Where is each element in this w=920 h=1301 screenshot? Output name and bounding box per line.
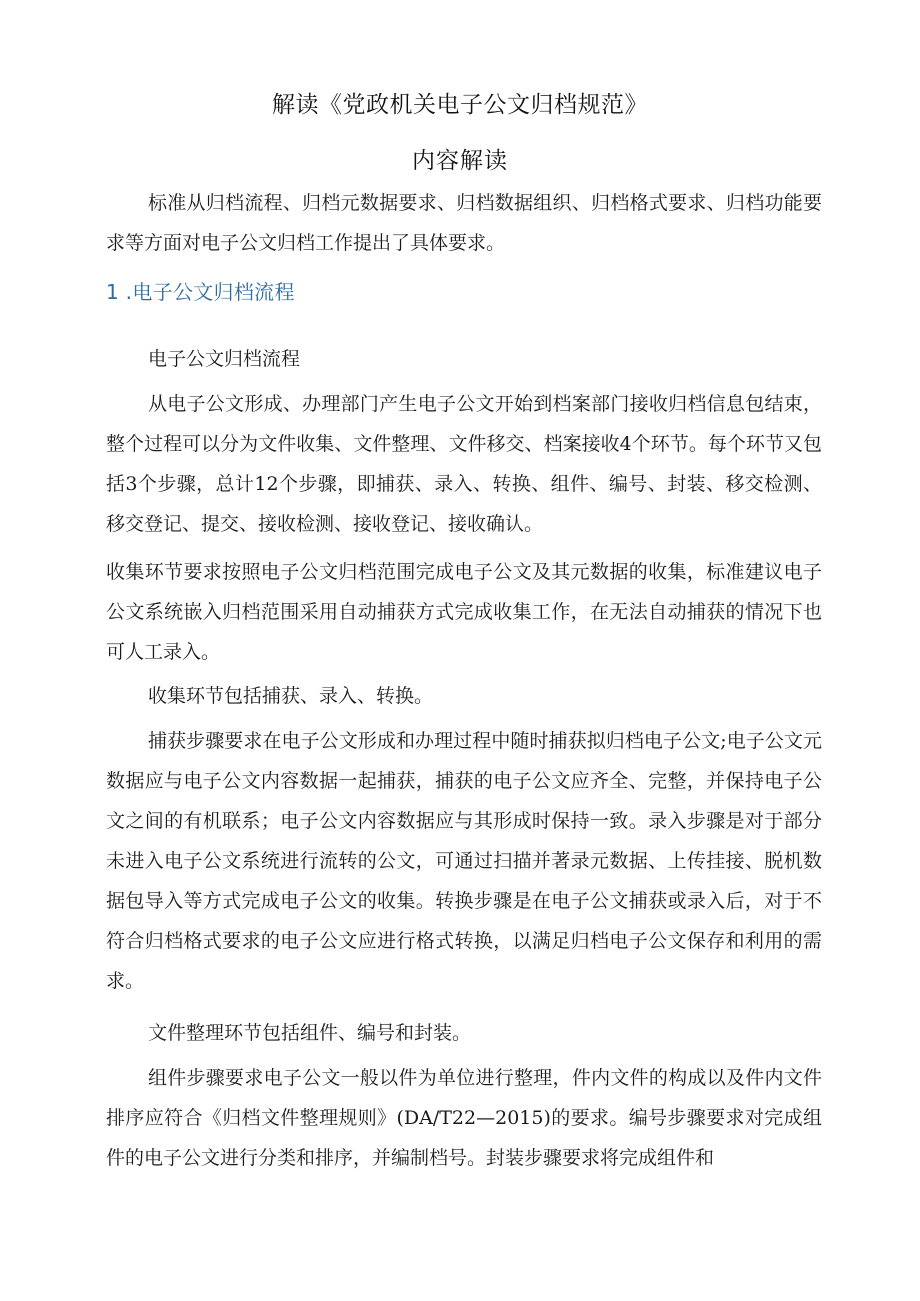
intro-paragraph: 标准从归档流程、归档元数据要求、归档数据组织、归档格式要求、归档功能要求等方面对电子公文归档工作提出了具体要求。 (106, 192, 822, 254)
paragraph-process-overview: 从电子公文形成、办理部门产生电子公文开始到档案部门接收归档信息包结束，整个过程可以分为文件收集、文件整理、文件移交、档案接收4个环节。每个环节又包括3个步骤，总计12个步骤，即捕获、录入、转换、组件、编号、封装、移交检测、移交登记、提交、接收检测、接收登记、接收确认。 (106, 393, 822, 535)
section-heading: 1 .电子公文归档流程 (106, 280, 295, 304)
paragraph-collection-requirements: 收集环节要求按照电子公文归档范围完成电子公文及其元数据的收集，标准建议电子公文系统嵌入归档范围采用自动捕获方式完成收集工作，在无法自动捕获的情况下也可人工录入。 (106, 561, 822, 663)
paragraph-capture-step: 捕获步骤要求在电子公文形成和办理过程中随时捕获拟归档电子公文;电子公文元数据应与电子公文内容数据一起捕获，捕获的电子公文应齐全、完整，并保持电子公文之间的有机联系；电子公文内容数据应与其形成时保持一致。录入步骤是对于部分未进入电子公文系统进行流转的公文，可通过扫描并著录元数据、上传挂接、脱机数据包导入等方式完成电子公文的收集。转换步骤是在电子公文捕获或录入后，对于不符合归档格式要求的电子公文应进行格式转换，以满足归档电子公文保存和利用的需求。 (106, 730, 822, 992)
paragraph-assembly-step: 组件步骤要求电子公文一般以件为单位进行整理，件内文件的构成以及件内文件排序应符合《归档文件整理规则》(DA/T22—2015)的要求。编号步骤要求对完成组件的电子公文进行分类和排序，并编制档号。封装步骤要求将完成组件和 (106, 1067, 822, 1169)
document-title: 解读《党政机关电子公文归档规范》 (272, 92, 648, 118)
document-subtitle: 内容解读 (412, 148, 508, 174)
section-subheading: 电子公文归档流程 (148, 348, 301, 370)
paragraph-collection-steps: 收集环节包括捕获、录入、转换。 (148, 685, 434, 707)
paragraph-organizing-steps: 文件整理环节包括组件、编号和封装。 (148, 1022, 472, 1044)
